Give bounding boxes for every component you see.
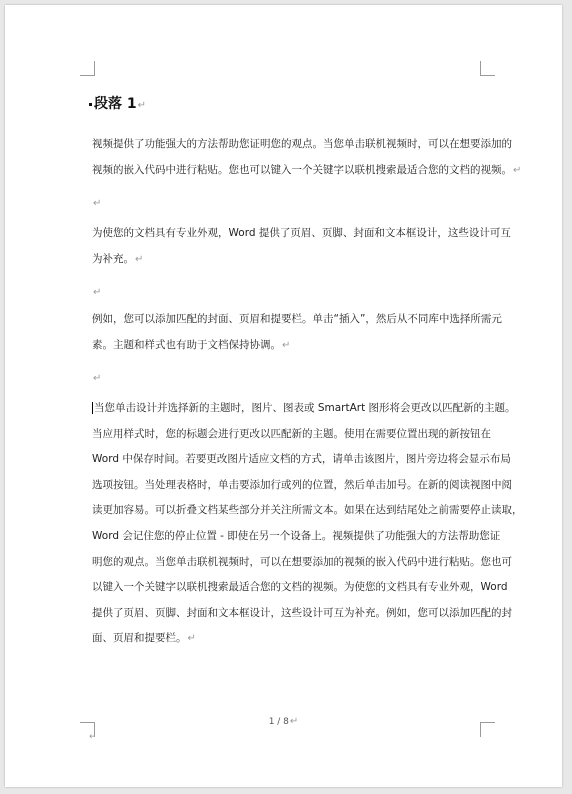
- list-bullet-icon: [89, 103, 92, 106]
- text-line: 素。主题和样式也有助于文档保持协调。↵: [92, 338, 291, 351]
- paragraph-3[interactable]: [92, 307, 502, 358]
- document-page: [5, 5, 562, 787]
- paragraph-2[interactable]: [92, 221, 511, 272]
- paragraph-mark-icon: ↵: [93, 373, 102, 384]
- text-line: 为使您的文档具有专业外观，Word 提供了页眉、页脚、封面和文本框设计，这些设计可互: [92, 227, 511, 239]
- text-line: 为补充。↵: [92, 252, 144, 265]
- text-line: 读更加容易。可以折叠文档某些部分并关注所需文本。如果在达到结尾处之前需要停止读取，: [92, 504, 523, 517]
- text-line: 视频的嵌入代码中进行粘贴。您也可以键入一个关键字以联机搜索最适合您的文档的视频。↵: [92, 163, 522, 176]
- paragraph-mark-icon: ↵: [513, 164, 522, 176]
- crop-mark-top-right: [480, 61, 495, 76]
- text-line: 视频提供了功能强大的方法帮助您证明您的观点。当您单击联机视频时，可以在想要添加的: [92, 138, 512, 150]
- heading-text: 段落 1: [94, 96, 137, 112]
- text-line: 以键入一个关键字以联机搜索最适合您的文档的视频。为使您的文档具有专业外观，Word: [92, 581, 508, 594]
- text-line: 当您单击设计并选择新的主题时，图片、图表或 SmartArt 图形将会更改以匹配新的主题。: [94, 402, 516, 414]
- text-line: 提供了页眉、页脚、封面和文本框设计，这些设计可互为补充。例如，您可以添加匹配的封: [92, 606, 512, 619]
- text-line: 选项按钮。当处理表格时，单击要添加行或列的位置，然后单击加号。在新的阅读视图中阅: [92, 478, 512, 491]
- text-line: 面、页眉和提要栏。↵: [92, 632, 196, 645]
- paragraph-mark-icon: ↵: [135, 253, 144, 265]
- crop-mark-top-left: [80, 61, 95, 76]
- text-line: 明您的观点。当您单击联机视频时，可以在想要添加的视频的嵌入代码中进行粘贴。您也可: [92, 555, 512, 568]
- text-line: 当应用样式时，您的标题会进行更改以匹配新的主题。使用在需要位置出现的新按钮在: [92, 427, 491, 440]
- footer-paragraph-mark-icon: ↵: [89, 732, 97, 742]
- empty-paragraph[interactable]: [92, 280, 492, 306]
- paragraph-mark-icon: ↵: [289, 716, 299, 727]
- text-cursor-icon: [92, 402, 93, 414]
- text-line: 例如，您可以添加匹配的封面、页眉和提要栏。单击“插入”，然后从不同库中选择所需元: [92, 313, 502, 325]
- paragraph-mark-icon: ↵: [187, 633, 196, 645]
- empty-paragraph[interactable]: [92, 191, 492, 217]
- paragraph-1[interactable]: [92, 132, 522, 183]
- empty-paragraph[interactable]: [92, 366, 492, 392]
- text-line: Word 中保存时间。若要更改图片适应文档的方式，请单击该图片，图片旁边将会显示布局: [92, 453, 511, 466]
- page-number: 1 / 8↵: [268, 716, 299, 727]
- heading-1[interactable]: [89, 93, 146, 113]
- paragraph-mark-icon: ↵: [137, 100, 147, 111]
- paragraph-4[interactable]: [92, 396, 523, 652]
- paragraph-mark-icon: ↵: [282, 339, 291, 351]
- paragraph-mark-icon: ↵: [93, 198, 102, 209]
- paragraph-mark-icon: ↵: [93, 287, 102, 298]
- text-line: Word 会记住您的停止位置 - 即使在另一个设备上。视频提供了功能强大的方法帮助您证: [92, 529, 501, 542]
